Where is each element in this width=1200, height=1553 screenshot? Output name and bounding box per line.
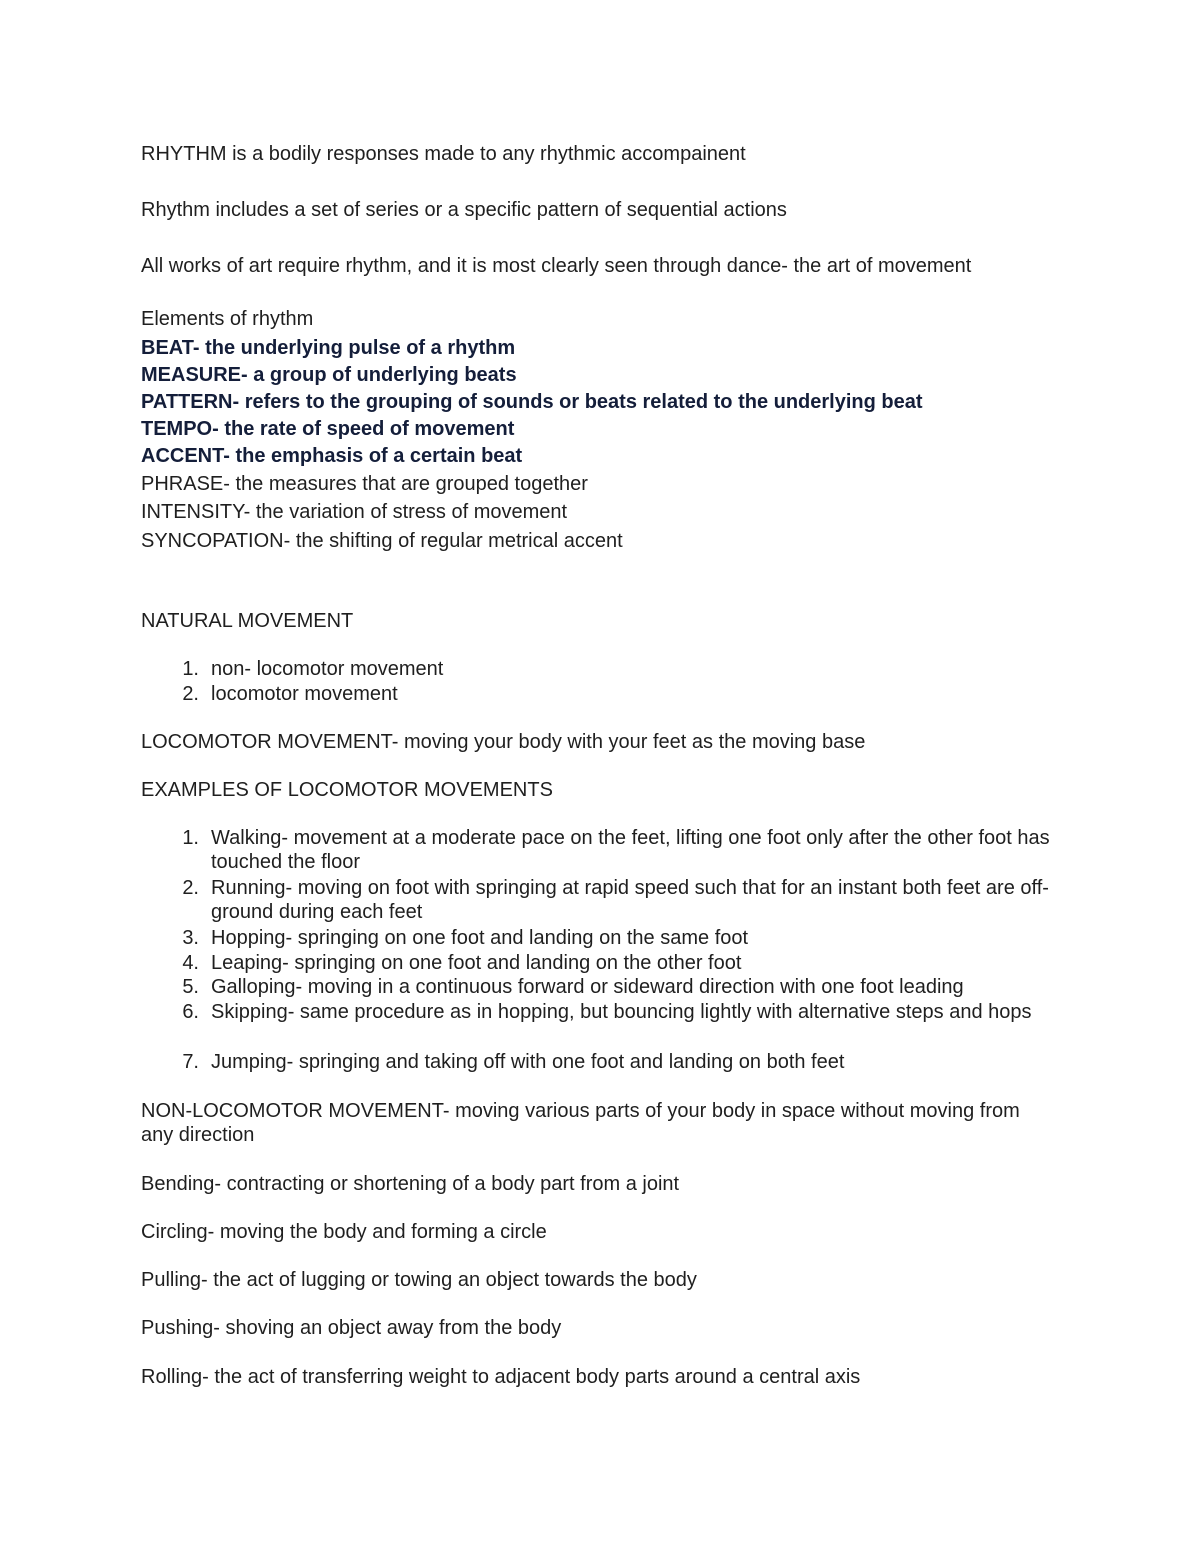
natural-movement-heading: NATURAL MOVEMENT — [141, 610, 354, 632]
list-number: 2. — [182, 683, 199, 705]
list-text: Walking- movement at a moderate pace on the feet, lifting one foot only after the other foot has touched the floor — [211, 827, 1050, 873]
element-tempo: TEMPO- the rate of speed of movement — [141, 418, 515, 440]
intro-line-3: All works of art require rhythm, and it is most clearly seen through dance- the art of movement — [141, 255, 972, 277]
intro-line-2: Rhythm includes a set of series or a specific pattern of sequential actions — [141, 199, 787, 221]
list-text: Leaping- springing on one foot and landing on the other foot — [211, 952, 742, 974]
list-text: non- locomotor movement — [211, 658, 444, 680]
list-number: 2. — [182, 877, 199, 899]
list-number: 1. — [182, 658, 199, 680]
list-number: 6. — [182, 1001, 199, 1023]
list-text: Running- moving on foot with springing at rapid speed such that for an instant both feet are off-ground during each feet — [211, 877, 1049, 923]
nonlocomotor-definition — [141, 1099, 1061, 1147]
list-text: Galloping- moving in a continuous forward or sideward direction with one foot leading — [211, 976, 964, 998]
locomotor-examples-heading: EXAMPLES OF LOCOMOTOR MOVEMENTS — [141, 779, 553, 801]
list-number: 7. — [182, 1051, 199, 1073]
nonlocomotor-item-pulling: Pulling- the act of lugging or towing an object towards the body — [141, 1269, 697, 1291]
nonlocomotor-item-rolling: Rolling- the act of transferring weight to adjacent body parts around a central axis — [141, 1366, 861, 1388]
elements-heading: Elements of rhythm — [141, 308, 314, 330]
nonlocomotor-definition-text: NON-LOCOMOTOR MOVEMENT- moving various parts of your body in space without moving from any direction — [141, 1100, 1020, 1146]
locomotor-definition: LOCOMOTOR MOVEMENT- moving your body with your feet as the moving base — [141, 731, 866, 753]
list-number: 5. — [182, 976, 199, 998]
element-syncopation: SYNCOPATION- the shifting of regular metrical accent — [141, 530, 623, 552]
element-intensity: INTENSITY- the variation of stress of movement — [141, 501, 568, 523]
list-text: Skipping- same procedure as in hopping, but bouncing lightly with alternative steps and hops — [211, 1001, 1032, 1023]
nonlocomotor-item-circling: Circling- moving the body and forming a circle — [141, 1221, 547, 1243]
nonlocomotor-item-bending: Bending- contracting or shortening of a body part from a joint — [141, 1173, 680, 1195]
list-text: Jumping- springing and taking off with one foot and landing on both feet — [211, 1051, 845, 1073]
intro-line-1: RHYTHM is a bodily responses made to any rhythmic accompainent — [141, 143, 746, 165]
list-text: locomotor movement — [211, 683, 398, 705]
nonlocomotor-item-pushing: Pushing- shoving an object away from the body — [141, 1317, 562, 1339]
list-number: 3. — [182, 927, 199, 949]
list-number: 4. — [182, 952, 199, 974]
element-measure: MEASURE- a group of underlying beats — [141, 364, 517, 386]
element-beat: BEAT- the underlying pulse of a rhythm — [141, 337, 516, 359]
element-phrase: PHRASE- the measures that are grouped together — [141, 473, 588, 495]
element-pattern: PATTERN- refers to the grouping of sounds or beats related to the underlying beat — [141, 391, 923, 413]
list-number: 1. — [182, 827, 199, 849]
element-accent: ACCENT- the emphasis of a certain beat — [141, 445, 523, 467]
list-text: Hopping- springing on one foot and landing on the same foot — [211, 927, 749, 949]
